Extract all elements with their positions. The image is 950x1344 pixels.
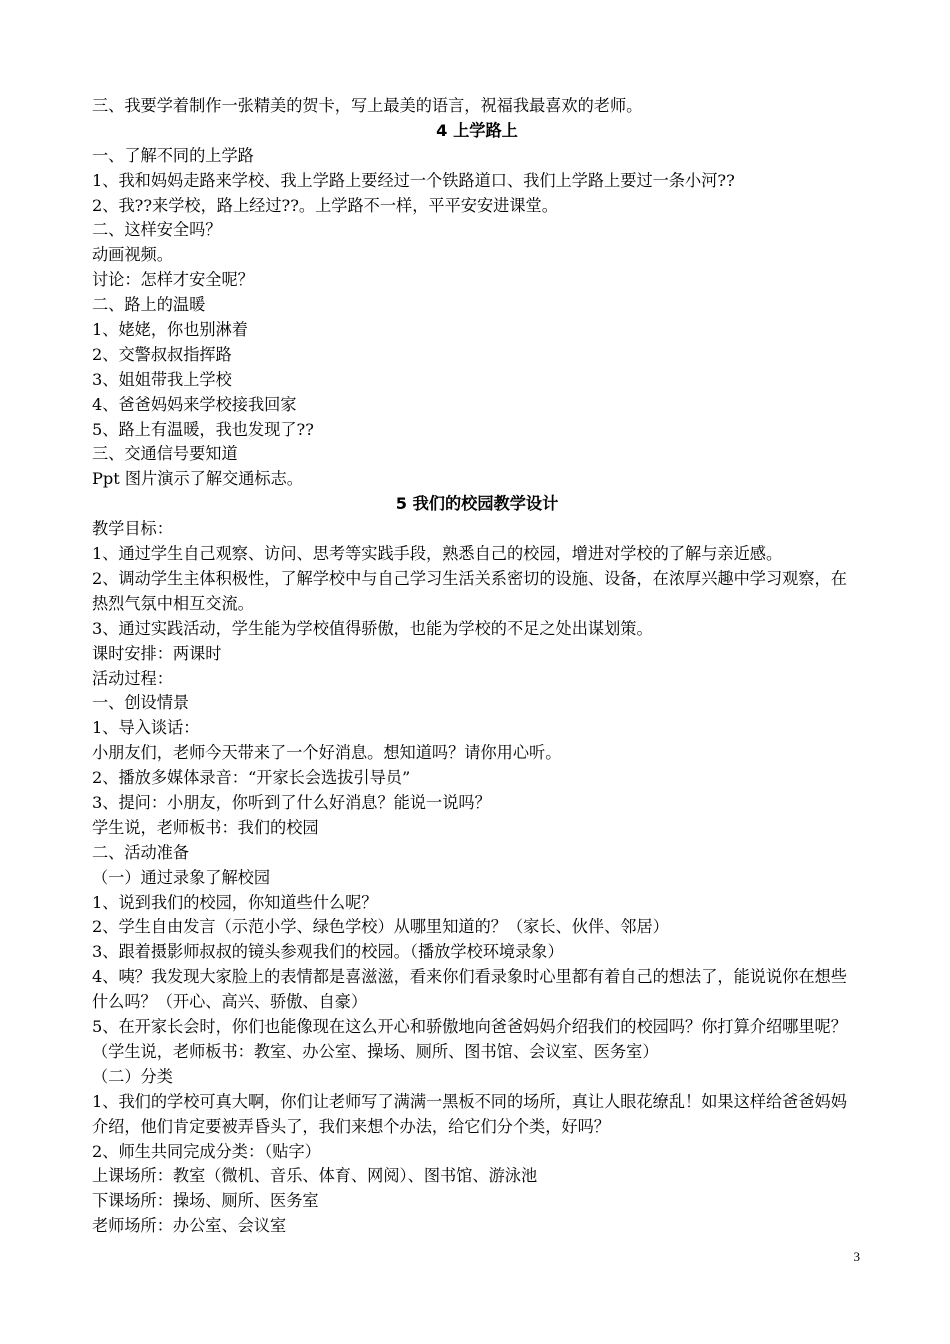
page-content — [92, 94, 862, 1239]
page-number: 3 — [853, 1249, 860, 1264]
s4-line: 讨论：怎样才安全呢？ — [92, 270, 254, 290]
s5-line: 课时安排：两课时 — [92, 643, 222, 663]
s5-line: 上课场所：教室（微机、音乐、体育、网阅）、图书馆、游泳池 — [92, 1166, 538, 1186]
s5-line: 4、咦？我发现大家脸上的表情都是喜滋滋，看来你们看录象时心里都有着自己的想法了，能说说你在想些什么吗？（开心、高兴、骄傲、自豪） — [92, 967, 847, 1012]
s5-line: 下课场所：操场、厕所、医务室 — [92, 1191, 319, 1211]
section-4-title: 4 上学路上 — [436, 120, 518, 140]
s5-line: 2、学生自由发言（示范小学、绿色学校）从哪里知道的？（家长、伙伴、邻居） — [92, 917, 669, 937]
s5-line: 教学目标： — [92, 519, 173, 539]
s4-line: Ppt 图片演示了解交通标志。 — [92, 469, 303, 489]
s4-line: 一、了解不同的上学路 — [92, 145, 254, 165]
s5-line: 小朋友们，老师今天带来了一个好消息。想知道吗？请你用心听。 — [92, 743, 562, 763]
s5-line: 老师场所：办公室、会议室 — [92, 1216, 287, 1236]
s4-line: 1、姥姥，你也别淋着 — [92, 320, 248, 340]
s5-line: 2、调动学生主体积极性，了解学校中与自己学习生活关系密切的设施、设备，在浓厚兴趣中学习观察，在热烈气氛中相互交流。 — [92, 568, 847, 613]
s4-line: 三、交通信号要知道 — [92, 444, 238, 464]
s4-line: 二、路上的温暖 — [92, 295, 206, 315]
s5-line: 一、创设情景 — [92, 693, 190, 713]
s5-line: 1、说到我们的校园，你知道些什么呢？ — [92, 892, 378, 912]
s4-line: 动画视频。 — [92, 245, 173, 265]
s5-line: 2、播放多媒体录音：“开家长会选拔引导员” — [92, 768, 411, 788]
s4-line: 2、交警叔叔指挥路 — [92, 344, 232, 364]
intro-line: 三、我要学着制作一张精美的贺卡，写上最美的语言，祝福我最喜欢的老师。 — [92, 96, 643, 115]
s5-line: 1、我们的学校可真大啊，你们让老师写了满满一黑板不同的场所，真让人眼花缭乱！如果这样给爸爸妈妈介绍，他们肯定要被弄昏头了，我们来想个办法，给它们分个类，好吗？ — [92, 1091, 847, 1136]
section-5-title: 5 我们的校园教学设计 — [395, 494, 559, 514]
s5-line: 1、导入谈话： — [92, 718, 200, 738]
s4-line: 1、我和妈妈走路来学校、我上学路上要经过一个铁路道口、我们上学路上要过一条小河?? — [92, 170, 735, 190]
s5-line: 1、通过学生自己观察、访问、思考等实践手段，熟悉自己的校园，增进对学校的了解与亲近感。 — [92, 544, 783, 564]
s4-line: 5、路上有温暖，我也发现了?? — [92, 419, 314, 439]
s4-line: 3、姐姐带我上学校 — [92, 369, 232, 389]
s5-line: 学生说，老师板书：我们的校园 — [92, 817, 319, 837]
s4-line: 二、这样安全吗？ — [92, 220, 222, 240]
s5-line: 活动过程： — [92, 668, 173, 688]
s5-line: 3、跟着摄影师叔叔的镜头参观我们的校园。（播放学校环境录象） — [92, 942, 564, 962]
s5-line: 2、师生共同完成分类：（贴字） — [92, 1141, 321, 1161]
s5-line: 3、通过实践活动，学生能为学校值得骄傲，也能为学校的不足之处出谋划策。 — [92, 618, 653, 638]
s5-line: （一）通过录象了解校园 — [92, 867, 271, 887]
s5-line: 3、提问：小朋友，你听到了什么好消息？能说一说吗？ — [92, 792, 491, 812]
s5-line: 5、在开家长会时，你们也能像现在这么开心和骄傲地向爸爸妈妈介绍我们的校园吗？你打算介绍哪里呢？（学生说，老师板书：教室、办公室、操场、厕所、图书馆、会议室、医务室） — [92, 1017, 847, 1061]
s5-line: 二、活动准备 — [92, 842, 190, 862]
s4-line: 4、爸爸妈妈来学校接我回家 — [92, 394, 297, 414]
s5-line: （二）分类 — [92, 1066, 173, 1086]
s4-line: 2、我??来学校，路上经过??。上学路不一样，平平安安进课堂。 — [92, 195, 558, 215]
